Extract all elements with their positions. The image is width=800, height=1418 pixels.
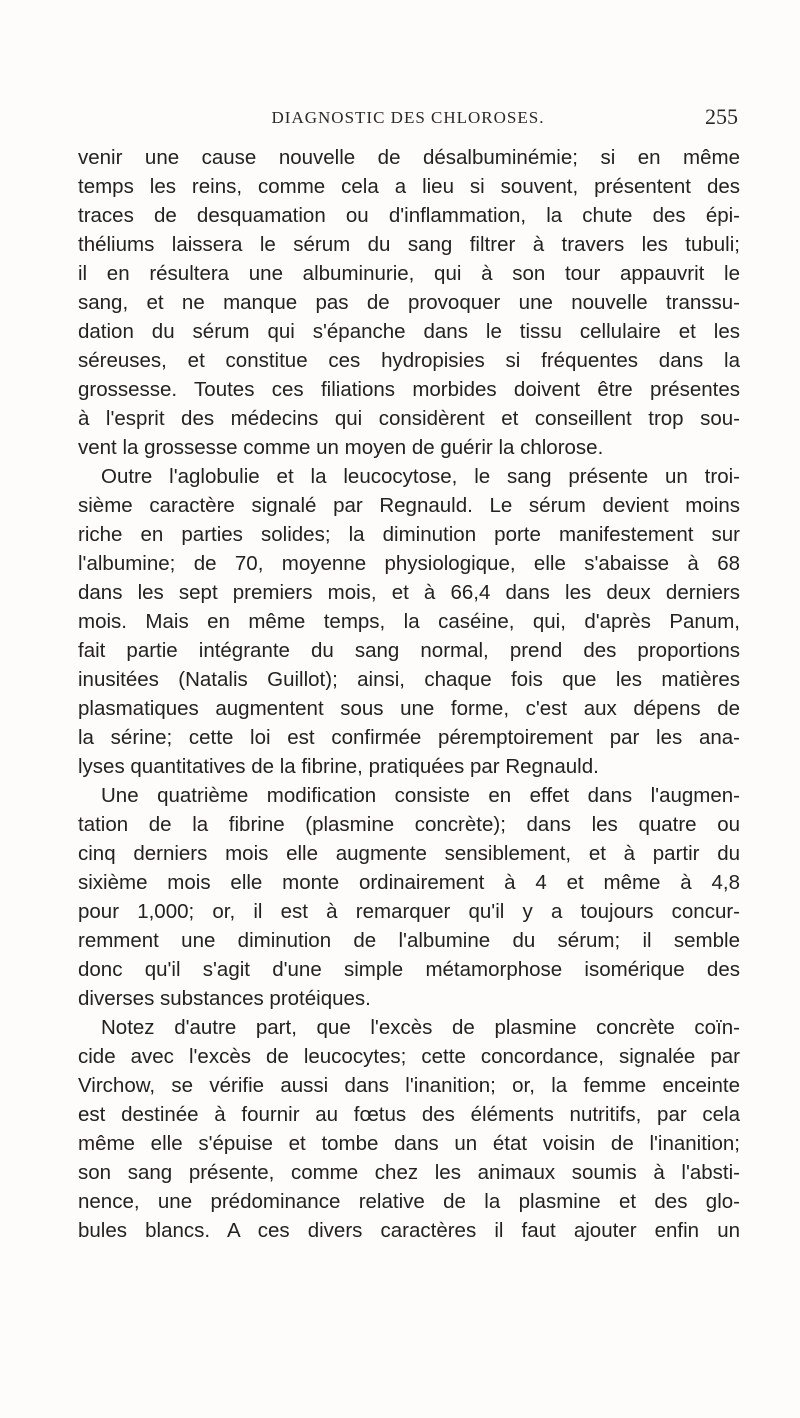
text-line: tation de la fibrine (plasmine concrète); dans les quatre ou xyxy=(78,813,740,836)
text-line: remment une diminution de l'albumine du sérum; il semble xyxy=(78,929,740,952)
text-line: sième caractère signalé par Regnauld. Le sérum devient moins xyxy=(78,494,740,517)
text-line: venir une cause nouvelle de désalbuminémie; si en même xyxy=(78,146,740,169)
text-line: sixième mois elle monte ordinairement à 4 et même à 4,8 xyxy=(78,871,740,894)
text-line: même elle s'épuise et tombe dans un état voisin de l'inanition; xyxy=(78,1132,740,1155)
text-line: son sang présente, comme chez les animaux soumis à l'absti- xyxy=(78,1161,740,1184)
text-line: la sérine; cette loi est confirmée péremptoirement par les ana- xyxy=(78,726,740,749)
paragraph-end-line: lyses quantitatives de la fibrine, pratiquées par Regnauld. xyxy=(78,755,599,778)
text-line: cide avec l'excès de leucocytes; cette concordance, signalée par xyxy=(78,1045,740,1068)
text-line: pour 1,000; or, il est à remarquer qu'il y a toujours concur- xyxy=(78,900,740,923)
paragraph-end-line: vent la grossesse comme un moyen de guérir la chlorose. xyxy=(78,436,604,459)
text-line: traces de desquamation ou d'inflammation, la chute des épi- xyxy=(78,204,740,227)
text-line: théliums laissera le sérum du sang filtrer à travers les tubuli; xyxy=(78,233,740,256)
text-line: nence, une prédominance relative de la plasmine et des glo- xyxy=(78,1190,740,1213)
text-line: plasmatiques augmentent sous une forme, c'est aux dépens de xyxy=(78,697,740,720)
text-line: fait partie intégrante du sang normal, prend des proportions xyxy=(78,639,740,662)
text-line: dans les sept premiers mois, et à 66,4 dans les deux derniers xyxy=(78,581,740,604)
paragraph-first-line: Notez d'autre part, que l'excès de plasmine concrète coïn- xyxy=(101,1016,740,1039)
text-line: dation du sérum qui s'épanche dans le tissu cellulaire et les xyxy=(78,320,740,343)
text-line: à l'esprit des médecins qui considèrent et conseillent trop sou- xyxy=(78,407,740,430)
text-line: l'albumine; de 70, moyenne physiologique, elle s'abaisse à 68 xyxy=(78,552,740,575)
text-line: riche en parties solides; la diminution porte manifestement sur xyxy=(78,523,740,546)
text-line: séreuses, et constitue ces hydropisies si fréquentes dans la xyxy=(78,349,740,372)
text-line: mois. Mais en même temps, la caséine, qui, d'après Panum, xyxy=(78,610,740,633)
text-line: il en résultera une albuminurie, qui à son tour appauvrit le xyxy=(78,262,740,285)
paragraph-end-line: diverses substances protéiques. xyxy=(78,987,371,1010)
text-line: inusitées (Natalis Guillot); ainsi, chaque fois que les matières xyxy=(78,668,740,691)
running-title: DIAGNOSTIC DES CHLOROSES. xyxy=(271,108,545,127)
page-number: 255 xyxy=(705,104,738,129)
running-head xyxy=(78,104,738,134)
text-line: bules blancs. A ces divers caractères il faut ajouter enfin un xyxy=(78,1219,740,1242)
text-line: grossesse. Toutes ces filiations morbides doivent être présentes xyxy=(78,378,740,401)
paragraph-first-line: Outre l'aglobulie et la leucocytose, le sang présente un troi- xyxy=(101,465,740,488)
text-line: donc qu'il s'agit d'une simple métamorphose isomérique des xyxy=(78,958,740,981)
paragraph-first-line: Une quatrième modification consiste en effet dans l'augmen- xyxy=(101,784,740,807)
text-line: est destinée à fournir au fœtus des éléments nutritifs, par cela xyxy=(78,1103,740,1126)
text-line: Virchow, se vérifie aussi dans l'inanition; or, la femme enceinte xyxy=(78,1074,740,1097)
body-text xyxy=(78,143,740,1245)
text-line: sang, et ne manque pas de provoquer une nouvelle transsu- xyxy=(78,291,740,314)
text-line: cinq derniers mois elle augmente sensiblement, et à partir du xyxy=(78,842,740,865)
text-line: temps les reins, comme cela a lieu si souvent, présentent des xyxy=(78,175,740,198)
